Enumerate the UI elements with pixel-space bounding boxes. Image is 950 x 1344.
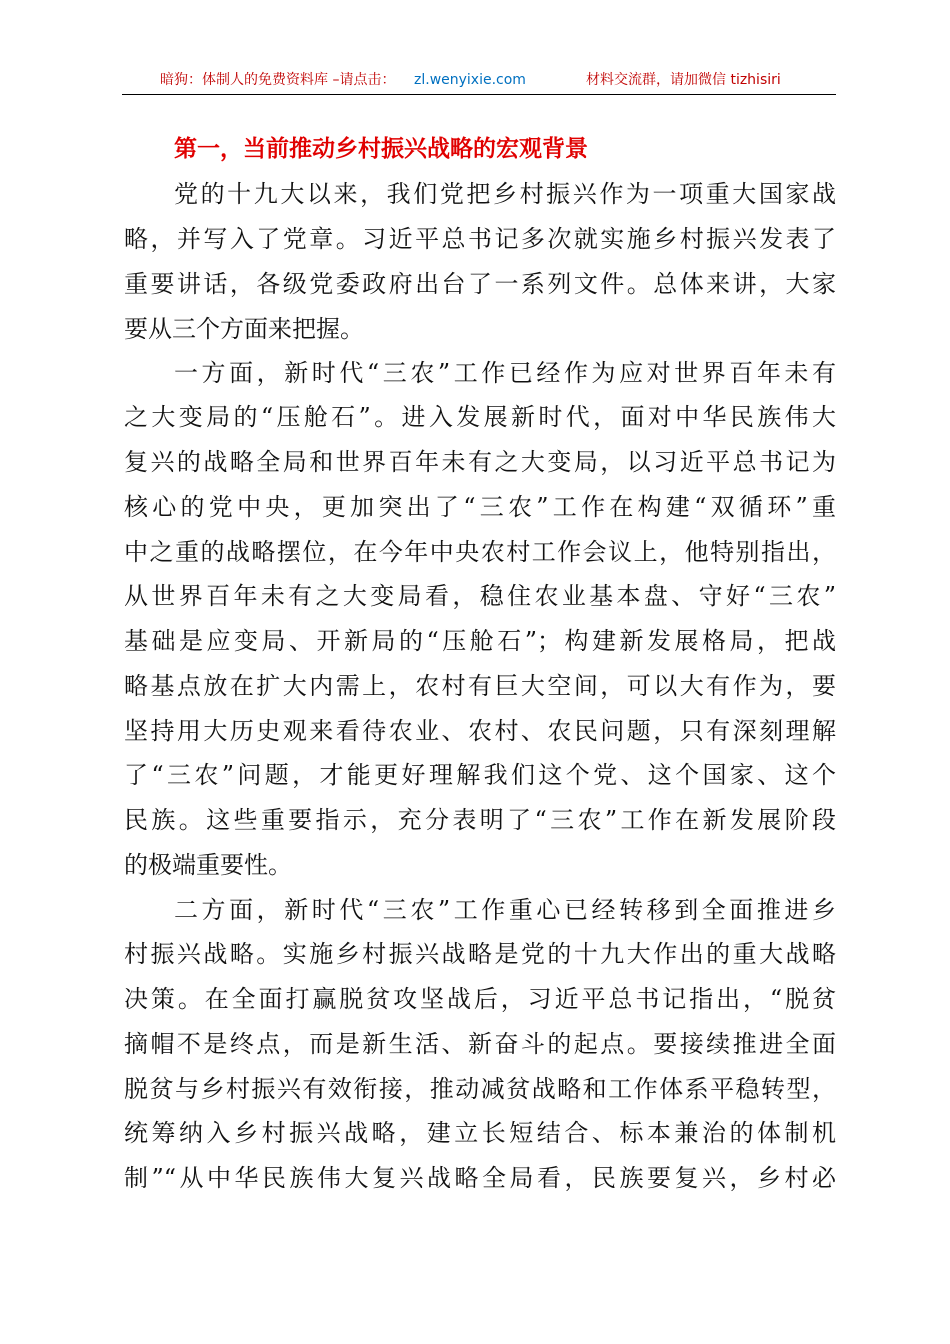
paragraph-line: 党的十九大以来，我们党把乡村振兴作为一项重大国家战 <box>174 180 836 208</box>
header-promo-text: 暗狗：体制人的免费资料库 –请点击： <box>160 72 396 88</box>
paragraph-line: 制”“从中华民族伟大复兴战略全局看，民族要复兴，乡村必 <box>124 1164 836 1192</box>
paragraph-line: 一方面，新时代“三农”工作已经作为应对世界百年未有 <box>174 359 836 387</box>
paragraph-line: 脱贫与乡村振兴有效衔接，推动减贫战略和工作体系平稳转型， <box>124 1075 836 1103</box>
paragraph-line: 村振兴战略。实施乡村振兴战略是党的十九大作出的重大战略 <box>124 940 836 968</box>
header-divider <box>122 94 836 95</box>
paragraph-line: 了“三农”问题，才能更好理解我们这个党、这个国家、这个 <box>124 761 836 789</box>
header-wechat-text: 材料交流群，请加微信 tizhisiri <box>586 72 781 88</box>
paragraph-line: 核心的党中央，更加突出了“三农”工作在构建“双循环”重 <box>124 493 836 521</box>
paragraph-line: 统筹纳入乡村振兴战略，建立长短结合、标本兼治的体制机 <box>124 1119 836 1147</box>
header-website-link[interactable]: zl.wenyixie.com <box>414 72 526 88</box>
paragraph-line: 的极端重要性。 <box>124 851 292 879</box>
paragraph-line: 复兴的战略全局和世界百年未有之大变局，以习近平总书记为 <box>124 448 836 476</box>
paragraph-line: 决策。在全面打赢脱贫攻坚战后，习近平总书记指出，“脱贫 <box>124 985 836 1013</box>
paragraph-line: 从世界百年未有之大变局看，稳住农业基本盘、守好“三农” <box>124 582 836 610</box>
paragraph-line: 要从三个方面来把握。 <box>124 315 364 343</box>
paragraph-line: 之大变局的“压舱石”。进入发展新时代，面对中华民族伟大 <box>124 403 836 431</box>
page-header <box>122 64 836 96</box>
paragraph-line: 中之重的战略摆位，在今年中央农村工作会议上，他特别指出， <box>124 538 836 566</box>
paragraph-line: 坚持用大历史观来看待农业、农村、农民问题，只有深刻理解 <box>124 717 836 745</box>
paragraph-line: 基础是应变局、开新局的“压舱石”；构建新发展格局，把战 <box>124 627 836 655</box>
paragraph-line: 摘帽不是终点，而是新生活、新奋斗的起点。要接续推进全面 <box>124 1030 836 1058</box>
paragraph-line: 略基点放在扩大内需上，农村有巨大空间，可以大有作为，要 <box>124 672 836 700</box>
paragraph-line: 重要讲话，各级党委政府出台了一系列文件。总体来讲，大家 <box>124 270 836 298</box>
paragraph-line: 民族。这些重要指示，充分表明了“三农”工作在新发展阶段 <box>124 806 836 834</box>
section-heading: 第一，当前推动乡村振兴战略的宏观背景 <box>174 136 588 162</box>
paragraph-line: 二方面，新时代“三农”工作重心已经转移到全面推进乡 <box>174 896 836 924</box>
paragraph-line: 略，并写入了党章。习近平总书记多次就实施乡村振兴发表了 <box>124 225 836 253</box>
